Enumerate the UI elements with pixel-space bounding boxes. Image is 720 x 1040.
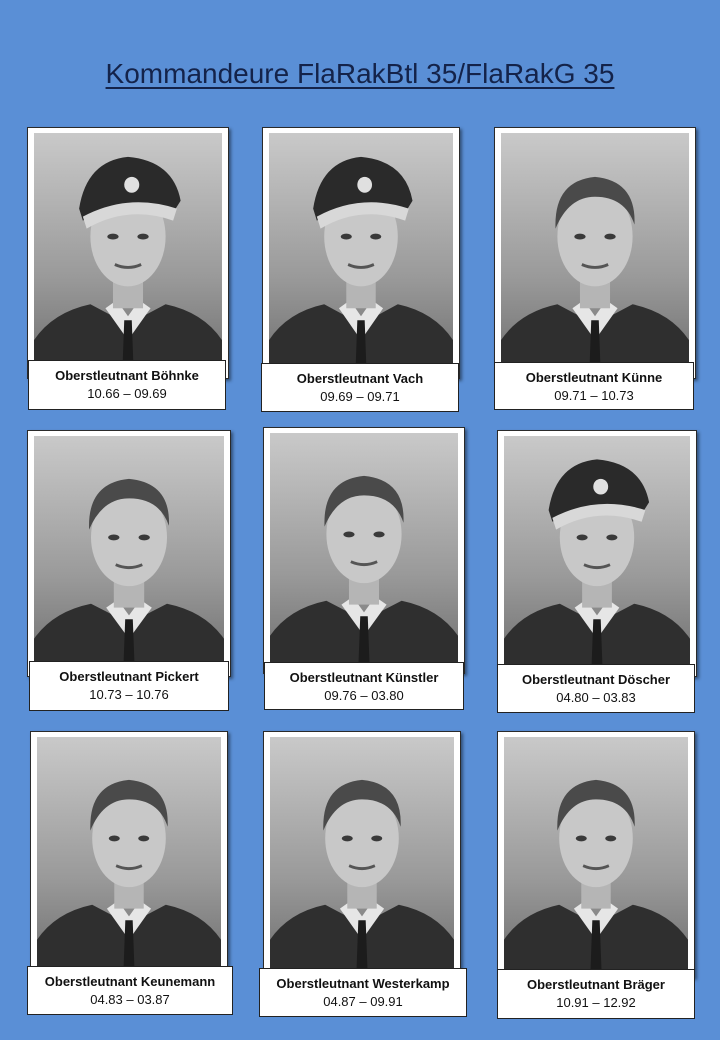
commander-card-4 bbox=[27, 430, 231, 677]
portrait-photo bbox=[504, 436, 690, 670]
portrait-photo bbox=[270, 433, 458, 667]
service-dates: 09.69 – 09.71 bbox=[320, 389, 400, 404]
commander-name: Oberstleutnant Künne bbox=[525, 370, 663, 385]
commander-name: Oberstleutnant Bräger bbox=[527, 977, 665, 992]
portrait-silhouette-icon bbox=[270, 737, 454, 971]
portrait-photo bbox=[501, 133, 689, 372]
commander-card-8 bbox=[263, 731, 461, 978]
portrait-silhouette-icon bbox=[504, 436, 690, 670]
commander-card-3 bbox=[494, 127, 696, 379]
commander-name: Oberstleutnant Böhnke bbox=[55, 368, 199, 383]
service-dates: 04.80 – 03.83 bbox=[556, 690, 636, 705]
commander-card-2 bbox=[262, 127, 460, 379]
caption-9 bbox=[497, 969, 695, 1019]
service-dates: 09.71 – 10.73 bbox=[554, 388, 634, 403]
caption-7 bbox=[27, 966, 233, 1015]
portrait-silhouette-icon bbox=[270, 433, 458, 667]
portrait-photo bbox=[269, 133, 453, 372]
commander-name: Oberstleutnant Pickert bbox=[59, 669, 199, 684]
caption-4 bbox=[29, 661, 229, 711]
commander-card-1 bbox=[27, 127, 229, 379]
commander-name: Oberstleutnant Döscher bbox=[521, 672, 671, 687]
service-dates: 10.91 – 12.92 bbox=[556, 995, 636, 1010]
portrait-silhouette-icon bbox=[504, 737, 688, 971]
service-dates: 10.66 – 09.69 bbox=[87, 386, 167, 401]
commander-card-9 bbox=[497, 731, 695, 978]
commander-card-5 bbox=[263, 427, 465, 674]
portrait-silhouette-icon bbox=[34, 133, 222, 372]
portrait-silhouette-icon bbox=[269, 133, 453, 372]
portrait-photo bbox=[34, 436, 224, 670]
service-dates: 10.73 – 10.76 bbox=[89, 687, 169, 702]
portrait-photo bbox=[270, 737, 454, 971]
commander-name: Oberstleutnant Westerkamp bbox=[276, 976, 450, 991]
caption-1 bbox=[28, 360, 226, 410]
portrait-photo bbox=[37, 737, 221, 971]
commander-card-7 bbox=[30, 731, 228, 978]
service-dates: 09.76 – 03.80 bbox=[324, 688, 404, 703]
caption-8 bbox=[259, 968, 467, 1017]
commander-card-6 bbox=[497, 430, 697, 677]
caption-6 bbox=[497, 664, 695, 713]
commander-name: Oberstleutnant Künstler bbox=[289, 670, 439, 685]
portrait-silhouette-icon bbox=[34, 436, 224, 670]
caption-5 bbox=[264, 662, 464, 710]
caption-2 bbox=[261, 363, 459, 412]
portrait-silhouette-icon bbox=[501, 133, 689, 372]
service-dates: 04.83 – 03.87 bbox=[90, 992, 170, 1007]
caption-3 bbox=[494, 362, 694, 410]
page-title: Kommandeure FlaRakBtl 35/FlaRakG 35 bbox=[105, 58, 615, 89]
commander-name: Oberstleutnant Vach bbox=[296, 371, 424, 386]
service-dates: 04.87 – 09.91 bbox=[323, 994, 403, 1009]
commander-name: Oberstleutnant Keunemann bbox=[44, 974, 216, 989]
portrait-silhouette-icon bbox=[37, 737, 221, 971]
portrait-photo bbox=[34, 133, 222, 372]
portrait-photo bbox=[504, 737, 688, 971]
